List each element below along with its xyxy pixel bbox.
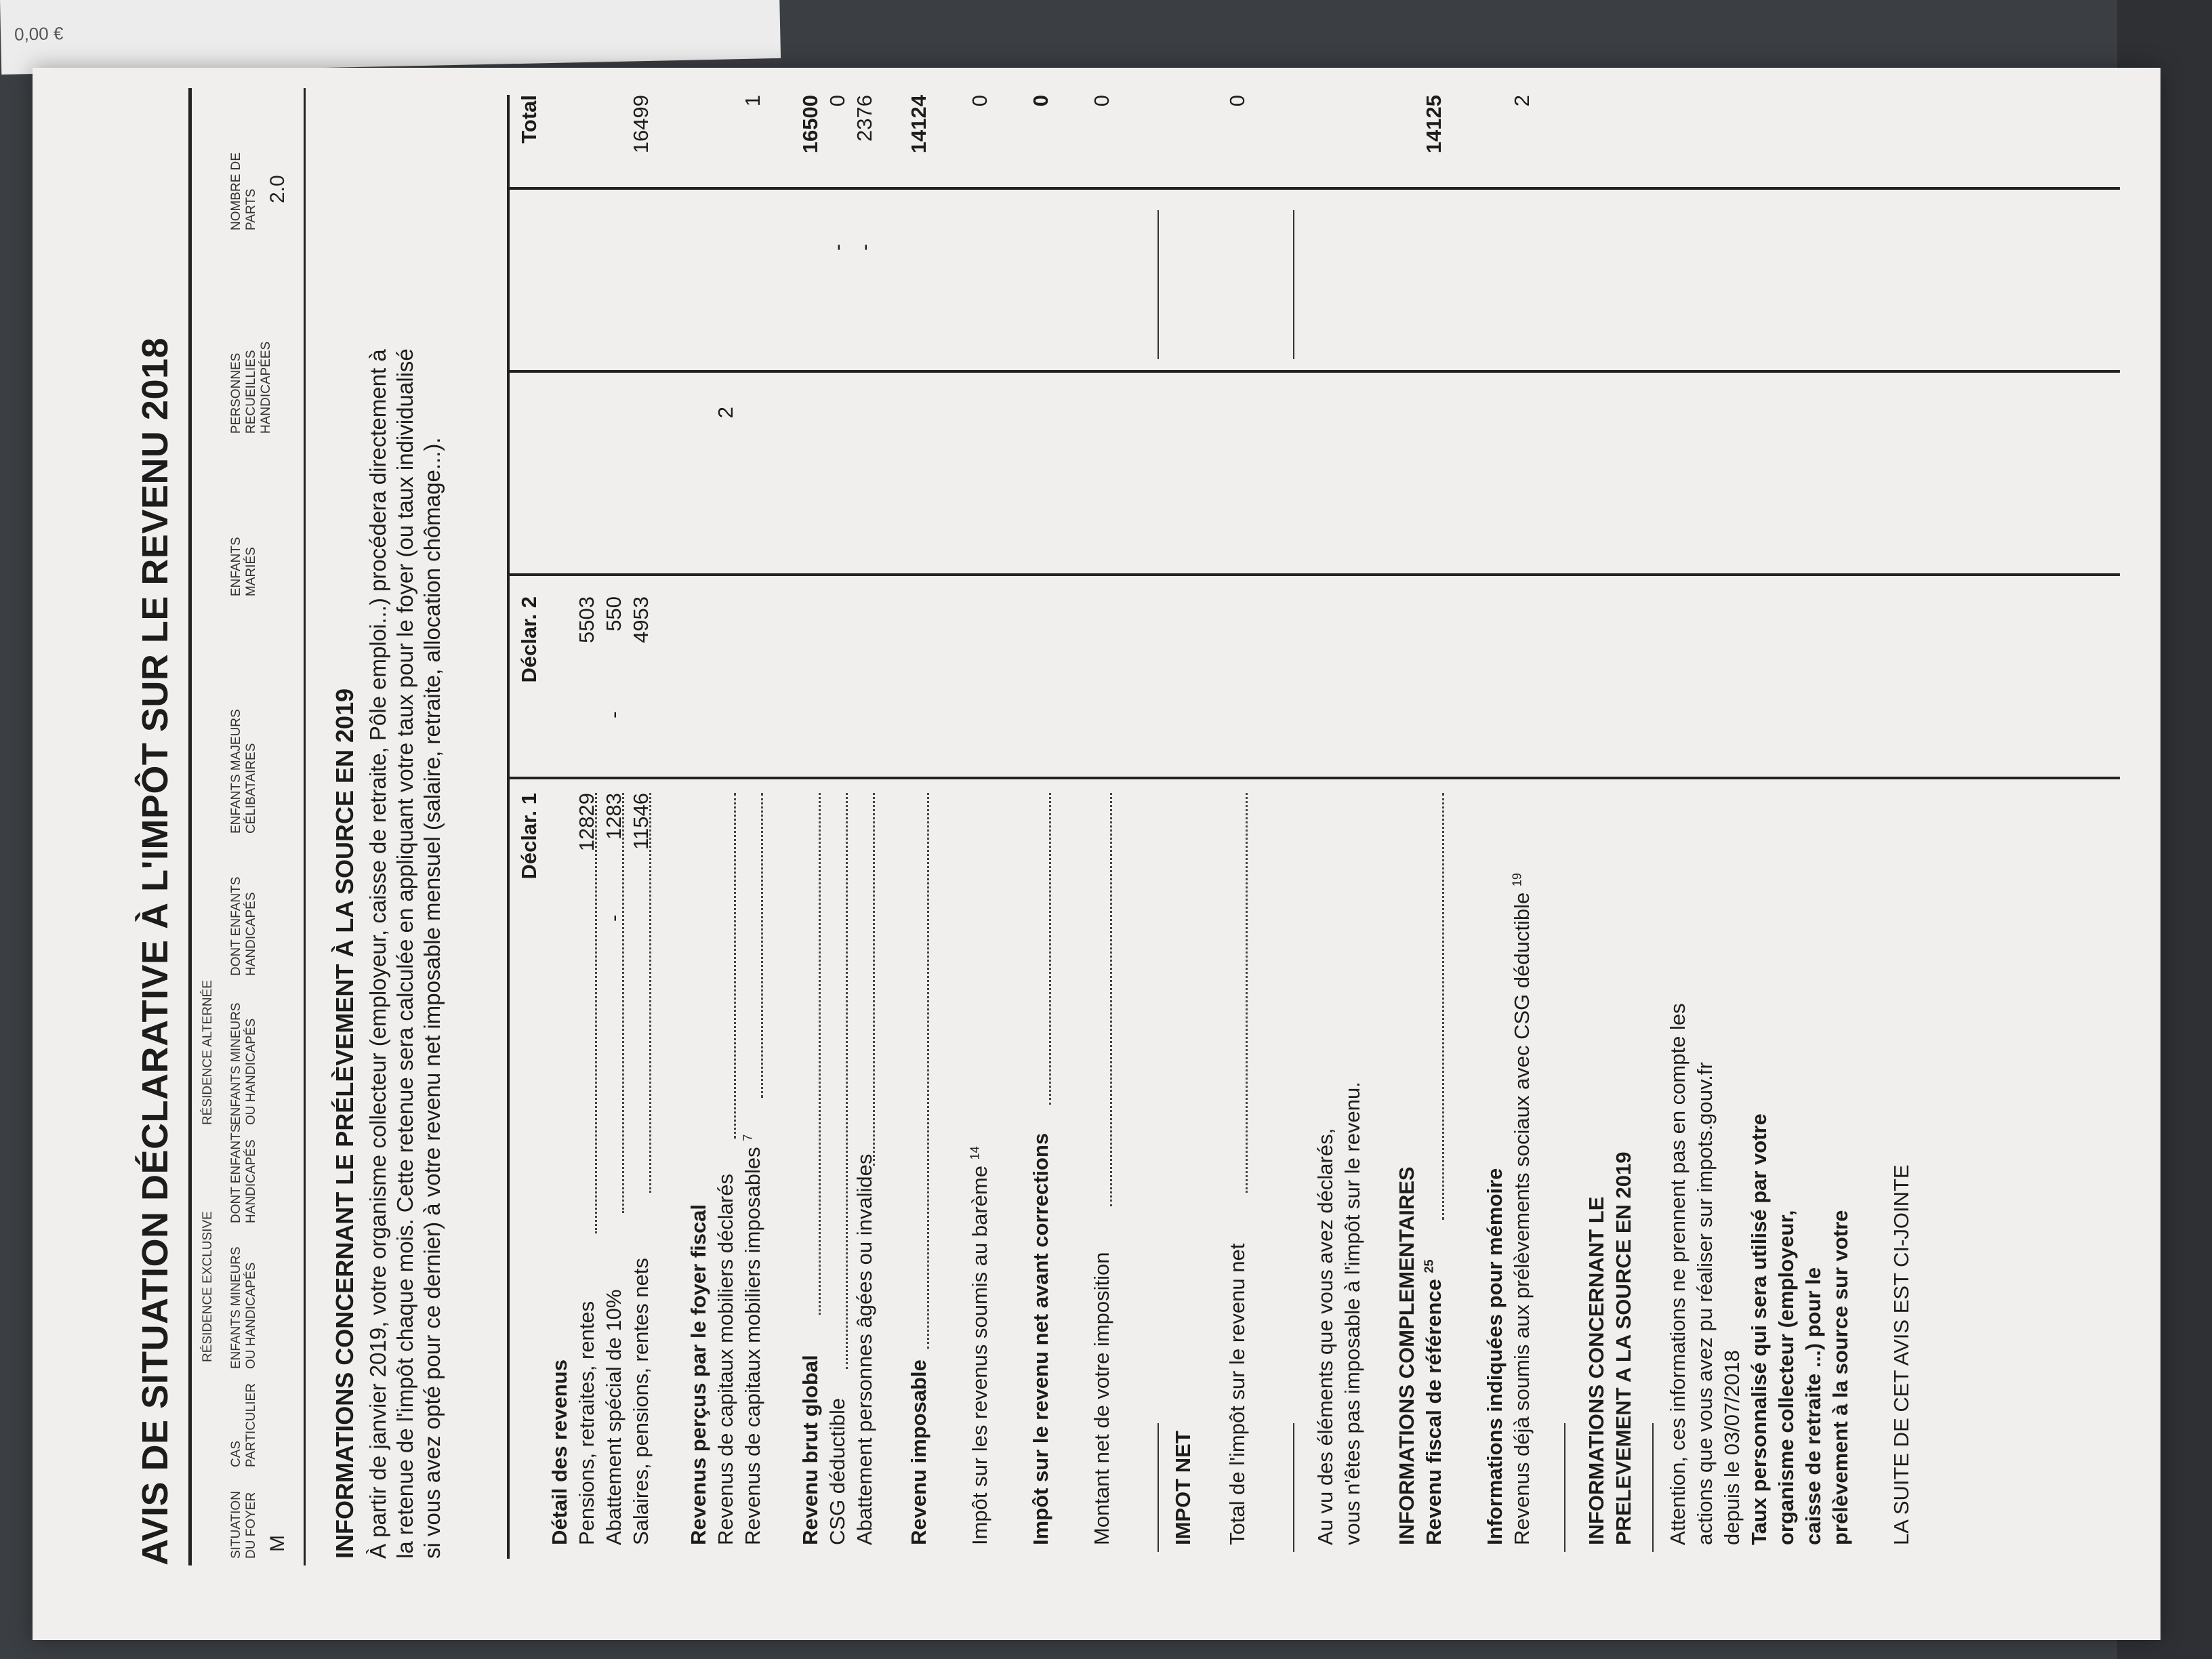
pas-rule-left (1564, 1423, 1565, 1552)
total-impot-total: 0 (1225, 95, 1249, 107)
foyer-title: Revenus perçus par le foyer fiscal (687, 1204, 710, 1545)
pas-title-1: INFORMATIONS CONCERNANT LE (1584, 1196, 1608, 1545)
situation-value: M (266, 1535, 289, 1552)
compl-title: INFORMATIONS COMPLEMENTAIRES (1395, 1166, 1418, 1545)
label-memo (1510, 873, 1534, 1545)
label-montant-net: Montant net de votre imposition (1090, 1252, 1113, 1545)
impot-net-rule-left (1158, 1423, 1159, 1552)
imposable-total: 14124 (907, 95, 930, 154)
attention-rule (1652, 1423, 1654, 1552)
taux-line-3: caisse de retraite ...) pour le (1801, 1267, 1825, 1545)
au-vu-line-1: Au vu des éléments que vous avez déclarés, (1313, 1128, 1337, 1545)
header-enfants-maries: ENFANTS MARIÉS (229, 537, 258, 596)
attention-line-1: Attention, ces informations ne prennent pas en compte les (1666, 1003, 1689, 1545)
label-csg: CSG déductible (825, 1397, 849, 1545)
header-rule (304, 88, 306, 1565)
header-situation: SITUATION DU FOYER (229, 1491, 258, 1559)
abattement-sign-1: - (602, 914, 626, 922)
table-top-rule (507, 95, 510, 1559)
impot-net-avant-total: 0 (1029, 95, 1052, 107)
label-total-impot: Total de l'impôt sur le revenu net (1225, 1243, 1249, 1545)
header-residence-alternee: RÉSIDENCE ALTERNÉE (201, 980, 215, 1125)
pensions-d1: 12829 (575, 793, 598, 852)
label-impot-bareme (968, 1146, 992, 1545)
header-enfants-mineurs-excl: ENFANTS MINEURS OU HANDICAPÉS (229, 1246, 258, 1369)
cap-declares-col4: 2 (714, 407, 737, 419)
memo-title: Informations indiquées pour mémoire (1483, 1168, 1507, 1545)
cap-imposables-note: 7 (741, 1134, 755, 1141)
dots-cap-imposables (761, 793, 763, 1098)
pensions-d2: 5503 (575, 596, 598, 643)
taux-line-4: prélèvement à la source sur votre (1828, 1210, 1852, 1545)
taux-line-1: Taux personnalisé qui sera utilisé par votre (1747, 1113, 1771, 1545)
dots-csg (846, 793, 848, 1369)
header-enfants-majeurs: ENFANTS MAJEURS CÉLIBATAIRES (229, 709, 258, 834)
label-brut: Revenu brut global (798, 1355, 822, 1545)
impot-net-rule-right (1158, 210, 1159, 359)
impot-bareme-total: 0 (968, 95, 991, 107)
dots-impot-net-avant (1049, 793, 1051, 1105)
impot-bareme-note: 14 (968, 1146, 982, 1160)
suite-note: LA SUITE DE CET AVIS EST CI-JOINTE (1889, 1164, 1913, 1545)
memo-text: Revenus déjà soumis aux prélèvements sociaux avec CSG déductible (1510, 892, 1534, 1545)
dots-abatt-agees (873, 793, 875, 1166)
csg-sign: - (825, 243, 849, 251)
dots-brut (819, 793, 821, 1315)
label-cap-declares: Revenus de capitaux mobiliers déclarés (714, 1174, 737, 1545)
parts-value: 2.0 (266, 175, 289, 203)
rfr-total: 14125 (1422, 95, 1446, 154)
abatt-agees-sign: - (853, 243, 876, 251)
col-declar-2: Déclar. 2 (517, 596, 541, 683)
impot-bareme-text: Impôt sur les revenus soumis au barème (968, 1166, 991, 1545)
label-rfr (1422, 1259, 1446, 1545)
pas-title-2: PRELEVEMENT A LA SOURCE EN 2019 (1612, 1151, 1635, 1545)
col-total: Total (517, 95, 541, 144)
salaires-total: 16499 (629, 95, 653, 154)
label-cap-imposables (741, 1134, 765, 1545)
rfr-note: 25 (1422, 1259, 1436, 1273)
label-imposable: Revenu imposable (907, 1359, 930, 1545)
prelevement-title: INFORMATIONS CONCERNANT LE PRÉLÈVEMENT À LA SOURCE EN 2019 (331, 688, 359, 1559)
csg-total: 0 (825, 95, 849, 107)
salaires-d1: 11546 (629, 793, 653, 850)
prelevement-line-1: À partir de janvier 2019, votre organisme collecteur (employeur, caisse de retraite, Pôle emploi...) procédera directement à (365, 349, 390, 1559)
header-residence-exclusive: RÉSIDENCE EXCLUSIVE (201, 1211, 215, 1362)
attention-line-3: depuis le 03/07/2018 (1720, 1350, 1744, 1545)
label-salaires: Salaires, pensions, rentes nets (629, 1258, 653, 1545)
label-impot-net-avant: Impôt sur le revenu net avant corrections (1029, 1132, 1052, 1545)
prelevement-line-3: si vous avez opté pour ce dernier) à votre revenu net imposable mensuel (salaire, retraite, allocation chômage...). (419, 437, 445, 1559)
memo-note: 19 (1510, 873, 1524, 887)
prelevement-line-2: la retenue de l'impôt chaque mois. Cette retenue sera calculée en appliquant votre taux pour le foyer (ou taux individualisé (392, 348, 417, 1559)
background-paper-slip (0, 0, 781, 75)
abattement-d2: 550 (602, 596, 626, 632)
header-cas-particulier: CAS PARTICULIER (229, 1383, 258, 1467)
impot-net-title: IMPOT NET (1171, 1431, 1195, 1545)
header-nombre-parts: NOMBRE DE PARTS (229, 152, 258, 230)
title-rule (188, 88, 192, 1565)
total-impot-rule-right (1293, 210, 1294, 359)
attention-line-2: actions que vous avez pu réaliser sur impots.gouv.fr (1693, 1062, 1717, 1545)
dots-cap-declares (734, 793, 736, 1139)
rfr-text: Revenu fiscal de référence (1422, 1279, 1446, 1545)
cap-imposables-total: 1 (741, 95, 764, 107)
au-vu-line-2: vous n'êtes pas imposable à l'impôt sur le revenu. (1340, 1082, 1364, 1545)
label-abatt-agees: Abattement personnes âgées ou invalides (853, 1153, 876, 1545)
col-declar-1: Déclar. 1 (517, 793, 541, 880)
header-personnes-recueillies: PERSONNES RECUEILLIES HANDICAPÉES (229, 341, 273, 434)
taux-line-2: organisme collecteur (employeur, (1774, 1210, 1798, 1545)
abattement-sign-2: - (602, 711, 626, 718)
memo-total: 2 (1510, 95, 1534, 107)
brut-total: 16500 (798, 95, 822, 154)
label-pensions: Pensions, retraites, rentes (575, 1300, 598, 1545)
total-impot-rule-left (1293, 1423, 1294, 1552)
dots-rfr (1442, 793, 1444, 1220)
tax-notice-page (33, 68, 2160, 1640)
header-enfants-mineurs-alt: ENFANTS MINEURS OU HANDICAPÉS (229, 1002, 258, 1125)
montant-net-total: 0 (1090, 95, 1113, 107)
table-vline-3 (507, 370, 2120, 373)
prelevement-paragraph (365, 108, 446, 1559)
background-amount: 0,00 € (14, 23, 64, 45)
table-vline-1 (507, 777, 2120, 779)
dots-total-impot (1246, 793, 1248, 1193)
dots-imposable (927, 793, 929, 1349)
table-vline-2 (507, 573, 2120, 576)
abatt-agees-total: 2376 (853, 95, 876, 142)
header-dont-handicapes-alt: DONT ENFANTS HANDICAPÉS (229, 876, 258, 976)
cap-imposables-text: Revenus de capitaux mobiliers imposables (741, 1147, 764, 1545)
abattement-d1: 1283 (602, 793, 626, 840)
detail-title: Détail des revenus (548, 1359, 571, 1545)
label-abattement: Abattement spécial de 10% (602, 1289, 626, 1545)
salaires-d2: 4953 (629, 596, 653, 643)
dots-montant-net (1110, 793, 1112, 1206)
header-dont-handicapes-excl: DONT ENFANTS HANDICAPÉS (229, 1124, 258, 1223)
page-title: AVIS DE SITUATION DÉCLARATIVE À L'IMPÔT SUR LE REVENU 2018 (135, 337, 176, 1565)
